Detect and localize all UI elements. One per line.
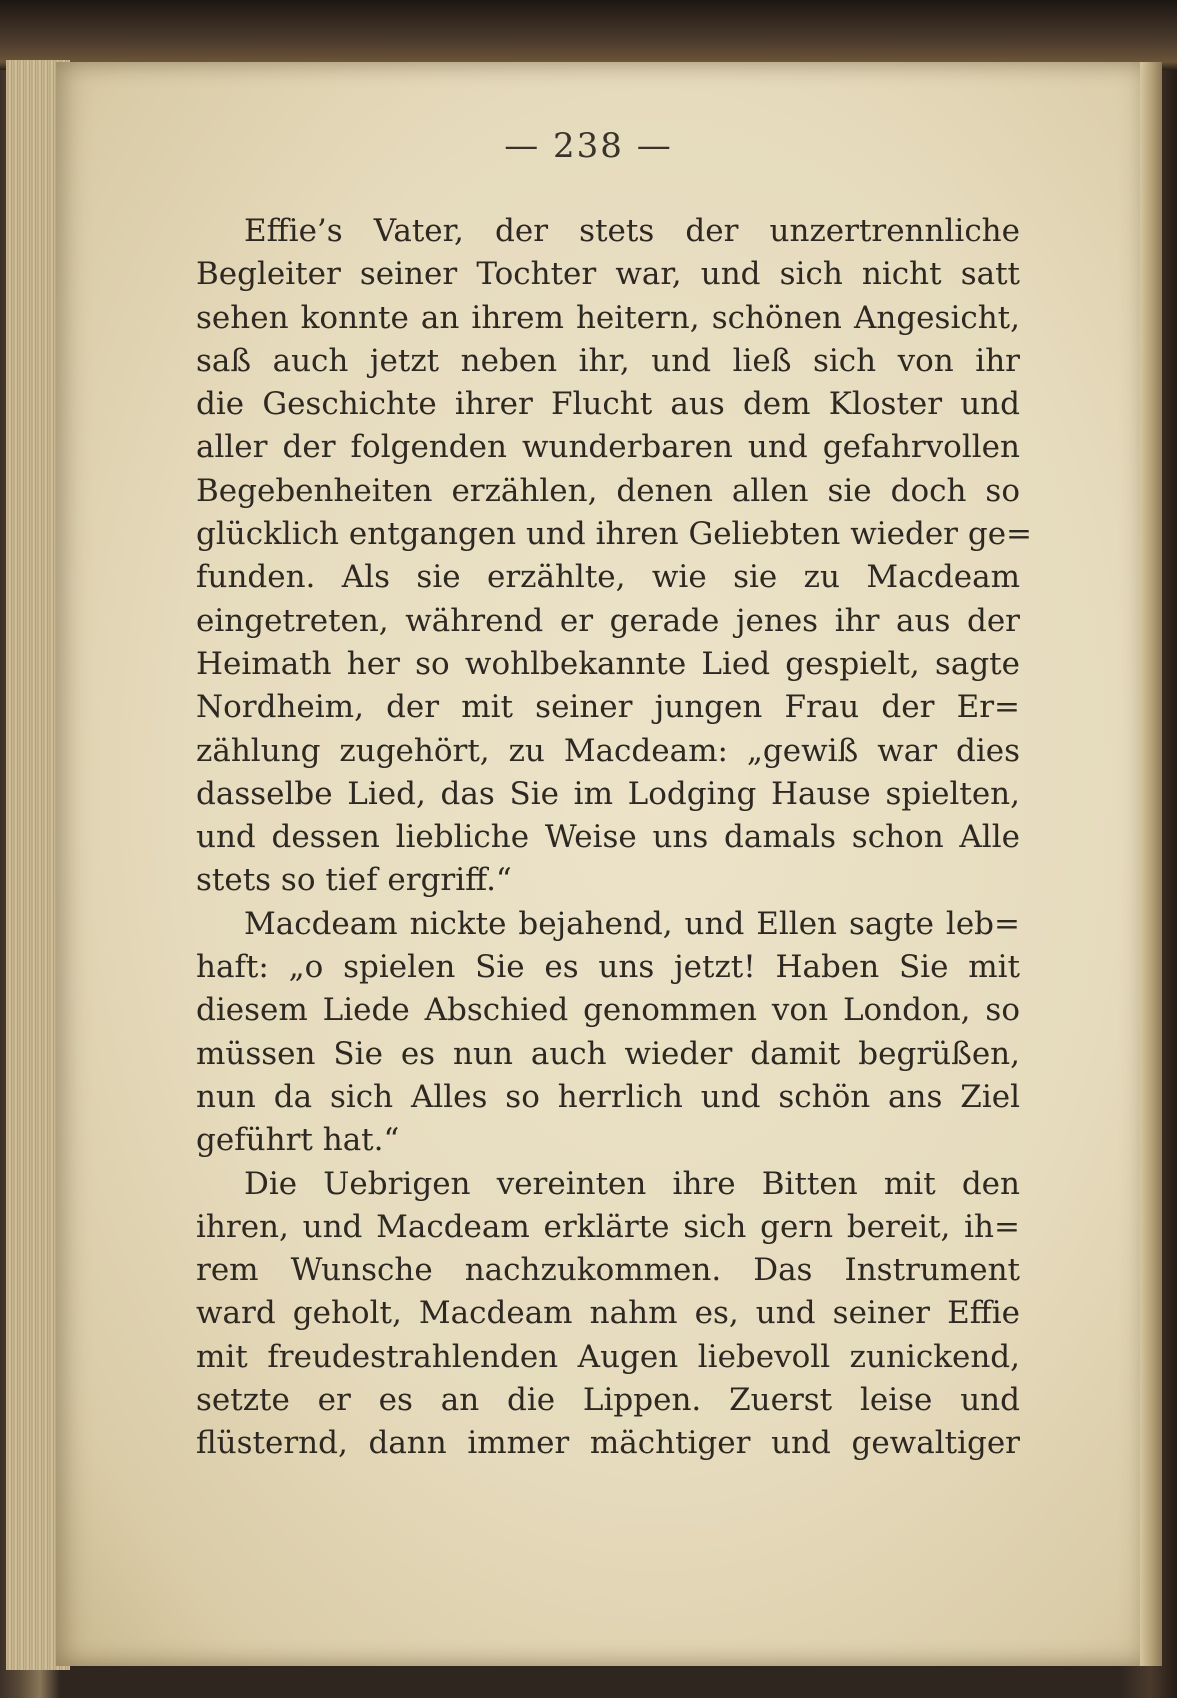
text-line: sehen konnte an ihrem heitern, schönen Angesicht, [196,299,1020,336]
text-line: glücklich entgangen und ihren Geliebten wieder ge= [196,516,1033,553]
text-line: eingetreten, während er gerade jenes ihr aus der [196,602,1020,639]
text-line: ihren, und Macdeam erklärte sich gern bereit, ih= [196,1208,1020,1245]
text-line: aller der folgenden wunderbaren und gefahrvollen [196,429,1020,466]
text-line: Effie’s Vater, der stets der unzertrennliche [244,213,1020,249]
text-line: saß auch jetzt neben ihr, und ließ sich von ihr [196,342,1020,379]
book-cover-top [0,0,1177,70]
text-line: flüsternd, dann immer mächtiger und gewaltiger [196,1425,1020,1462]
text-line: Begleiter seiner Tochter war, und sich nicht satt [196,256,1020,293]
text-line: die Geschichte ihrer Flucht aus dem Kloster und [196,386,1020,423]
text-line: Nordheim, der mit seiner jungen Frau der Er= [196,689,1020,726]
text-line: Heimath her so wohlbekannte Lied gespielt, sagte [196,645,1020,682]
text-line: und dessen liebliche Weise uns damals schon Alle [196,819,1020,856]
text-line: Begebenheiten erzählen, denen allen sie doch so [196,472,1020,509]
text-line: müssen Sie es nun auch wieder damit begrüßen, [196,1035,1020,1072]
text-line: rem Wunsche nachzukommen. Das Instrument [196,1252,1020,1289]
text-line: zählung zugehört, zu Macdeam: „gewiß war dies [196,732,1020,769]
text-line: diesem Liede Abschied genommen von London, so [196,992,1020,1029]
text-line: mit freudestrahlenden Augen liebevoll zunickend, [196,1338,1020,1375]
text-line: nun da sich Alles so herrlich und schön ans Ziel [196,1078,1020,1115]
text-line: funden. Als sie erzählte, wie sie zu Macdeam [196,559,1020,596]
text-line: stets so tief ergriff.“ [196,862,512,899]
text-line: geführt hat.“ [196,1122,400,1159]
body-text [196,210,1033,1466]
text-line: dasselbe Lied, das Sie im Lodging Hause spielten, [196,775,1020,812]
text-line: haft: „o spielen Sie es uns jetzt! Haben Sie mit [196,949,1020,986]
page-number: — 238 — [504,126,673,166]
text-line: Die Uebrigen vereinten ihre Bitten mit den [244,1165,1020,1202]
text-line: Macdeam nickte bejahend, und Ellen sagte leb= [244,905,1020,942]
text-line: setzte er es an die Lippen. Zuerst leise und [196,1382,1020,1419]
text-line: ward geholt, Macdeam nahm es, und seiner Effie [196,1295,1020,1332]
page-right-edge [1140,62,1162,1666]
